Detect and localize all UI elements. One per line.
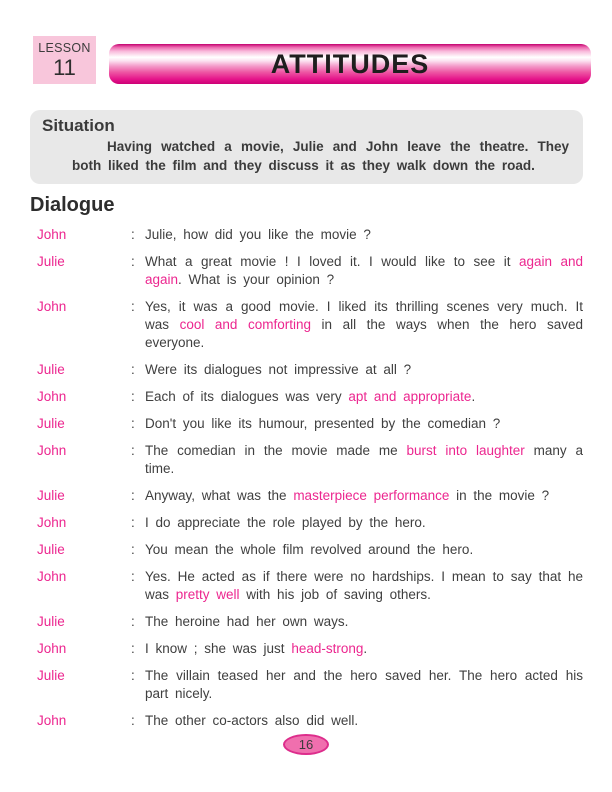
utterance-segment: Don't you like its humour, presented by the comedian ? xyxy=(145,416,501,431)
utterance-segment: Were its dialogues not impressive at all ? xyxy=(145,362,412,377)
speaker-name: John xyxy=(37,389,67,404)
situation-heading: Situation xyxy=(42,116,115,135)
colon-separator: : xyxy=(131,362,135,377)
highlighted-phrase: again and again xyxy=(145,254,583,287)
colon-separator: : xyxy=(131,641,135,656)
colon-separator: : xyxy=(131,488,135,503)
highlighted-phrase: pretty well xyxy=(175,587,240,602)
dialogue-row xyxy=(37,226,583,244)
utterance-segment: . What is your opinion ? xyxy=(178,272,335,287)
lesson-box xyxy=(33,36,96,84)
utterance-text xyxy=(145,361,583,379)
utterance-segment: Yes, it was a good movie. I liked its thrilling scenes very much. It was xyxy=(145,299,583,332)
highlighted-phrase: masterpiece performance xyxy=(293,488,450,503)
utterance-segment: in the movie ? xyxy=(449,488,550,503)
speaker-name: John xyxy=(37,713,67,728)
utterance-text xyxy=(145,541,583,559)
utterance-segment: The villain teased her and the hero saved her. The hero acted his part nicely. xyxy=(145,668,583,701)
colon-separator: : xyxy=(131,668,135,683)
utterance-text xyxy=(145,388,583,406)
colon-separator: : xyxy=(131,416,135,431)
page-header xyxy=(0,0,612,96)
dialogue-row xyxy=(37,568,583,604)
utterance-text xyxy=(145,667,583,703)
speaker-name: Julie xyxy=(37,668,65,683)
highlighted-phrase: cool and comforting xyxy=(179,317,311,332)
utterance-segment: many a time. xyxy=(145,443,583,476)
utterance-segment: in all the ways when the hero saved everyone. xyxy=(145,317,583,350)
speaker-name: John xyxy=(37,299,67,314)
utterance-segment: . xyxy=(471,389,476,404)
utterance-segment: The heroine had her own ways. xyxy=(145,614,349,629)
speaker-name: Julie xyxy=(37,614,65,629)
utterance-text xyxy=(145,415,583,433)
utterance-segment: You mean the whole film revolved around the hero. xyxy=(145,542,474,557)
utterance-text xyxy=(145,613,583,631)
utterance-segment: Yes. He acted as if there were no hardships. I mean to say that he was xyxy=(145,569,583,602)
utterance-text xyxy=(145,226,583,244)
dialogue-row xyxy=(37,712,583,730)
dialogue-row xyxy=(37,361,583,379)
colon-separator: : xyxy=(131,515,135,530)
speaker-name: Julie xyxy=(37,542,65,557)
colon-separator: : xyxy=(131,443,135,458)
dialogue-row xyxy=(37,613,583,631)
utterance-text xyxy=(145,514,583,532)
dialogue-list xyxy=(37,226,583,730)
utterance-text xyxy=(145,712,583,730)
situation-text: Having watched a movie, Julie and John leave the theatre. They both liked the film and they discuss it as they walk down the road. xyxy=(72,139,569,173)
utterance-segment: I know ; she was just xyxy=(145,641,292,656)
lesson-number: 11 xyxy=(53,55,76,80)
speaker-name: John xyxy=(37,227,67,242)
utterance-text xyxy=(145,487,583,505)
situation-box xyxy=(30,110,583,184)
utterance-segment: Anyway, what was the xyxy=(145,488,294,503)
colon-separator: : xyxy=(131,254,135,269)
title-banner xyxy=(109,44,591,84)
colon-separator: : xyxy=(131,614,135,629)
page-title: ATTITUDES xyxy=(270,49,430,79)
dialogue-row xyxy=(37,442,583,478)
utterance-text xyxy=(145,640,583,658)
colon-separator: : xyxy=(131,542,135,557)
utterance-text xyxy=(145,442,583,478)
utterance-text xyxy=(145,298,583,352)
dialogue-row xyxy=(37,487,583,505)
page-number-badge xyxy=(283,734,329,755)
dialogue-row xyxy=(37,514,583,532)
dialogue-heading: Dialogue xyxy=(30,194,115,216)
speaker-name: John xyxy=(37,641,67,656)
utterance-text xyxy=(145,568,583,604)
speaker-name: Julie xyxy=(37,416,65,431)
lesson-label: LESSON xyxy=(38,41,91,55)
dialogue-row xyxy=(37,415,583,433)
utterance-segment: Julie, how did you like the movie ? xyxy=(145,227,371,242)
dialogue-row xyxy=(37,253,583,289)
highlighted-phrase: apt and appropriate xyxy=(348,389,472,404)
dialogue-row xyxy=(37,640,583,658)
colon-separator: : xyxy=(131,389,135,404)
utterance-segment: The other co-actors also did well. xyxy=(145,713,359,728)
utterance-segment: . xyxy=(363,641,368,656)
colon-separator: : xyxy=(131,713,135,728)
highlighted-phrase: head-strong xyxy=(291,641,364,656)
colon-separator: : xyxy=(131,569,135,584)
speaker-name: John xyxy=(37,443,67,458)
utterance-segment: with his job of saving others. xyxy=(239,587,431,602)
utterance-segment: I do appreciate the role played by the hero. xyxy=(145,515,426,530)
utterance-text xyxy=(145,253,583,289)
dialogue-row xyxy=(37,541,583,559)
speaker-name: John xyxy=(37,515,67,530)
speaker-name: Julie xyxy=(37,254,65,269)
page-number: 16 xyxy=(298,737,314,752)
dialogue-row xyxy=(37,298,583,352)
dialogue-row xyxy=(37,667,583,703)
utterance-segment: What a great movie ! I loved it. I would like to see it xyxy=(145,254,519,269)
speaker-name: John xyxy=(37,569,67,584)
highlighted-phrase: burst into laughter xyxy=(406,443,525,458)
colon-separator: : xyxy=(131,299,135,314)
speaker-name: Julie xyxy=(37,362,65,377)
colon-separator: : xyxy=(131,227,135,242)
utterance-segment: Each of its dialogues was very xyxy=(145,389,349,404)
utterance-segment: The comedian in the movie made me xyxy=(145,443,407,458)
dialogue-row xyxy=(37,388,583,406)
speaker-name: Julie xyxy=(37,488,65,503)
